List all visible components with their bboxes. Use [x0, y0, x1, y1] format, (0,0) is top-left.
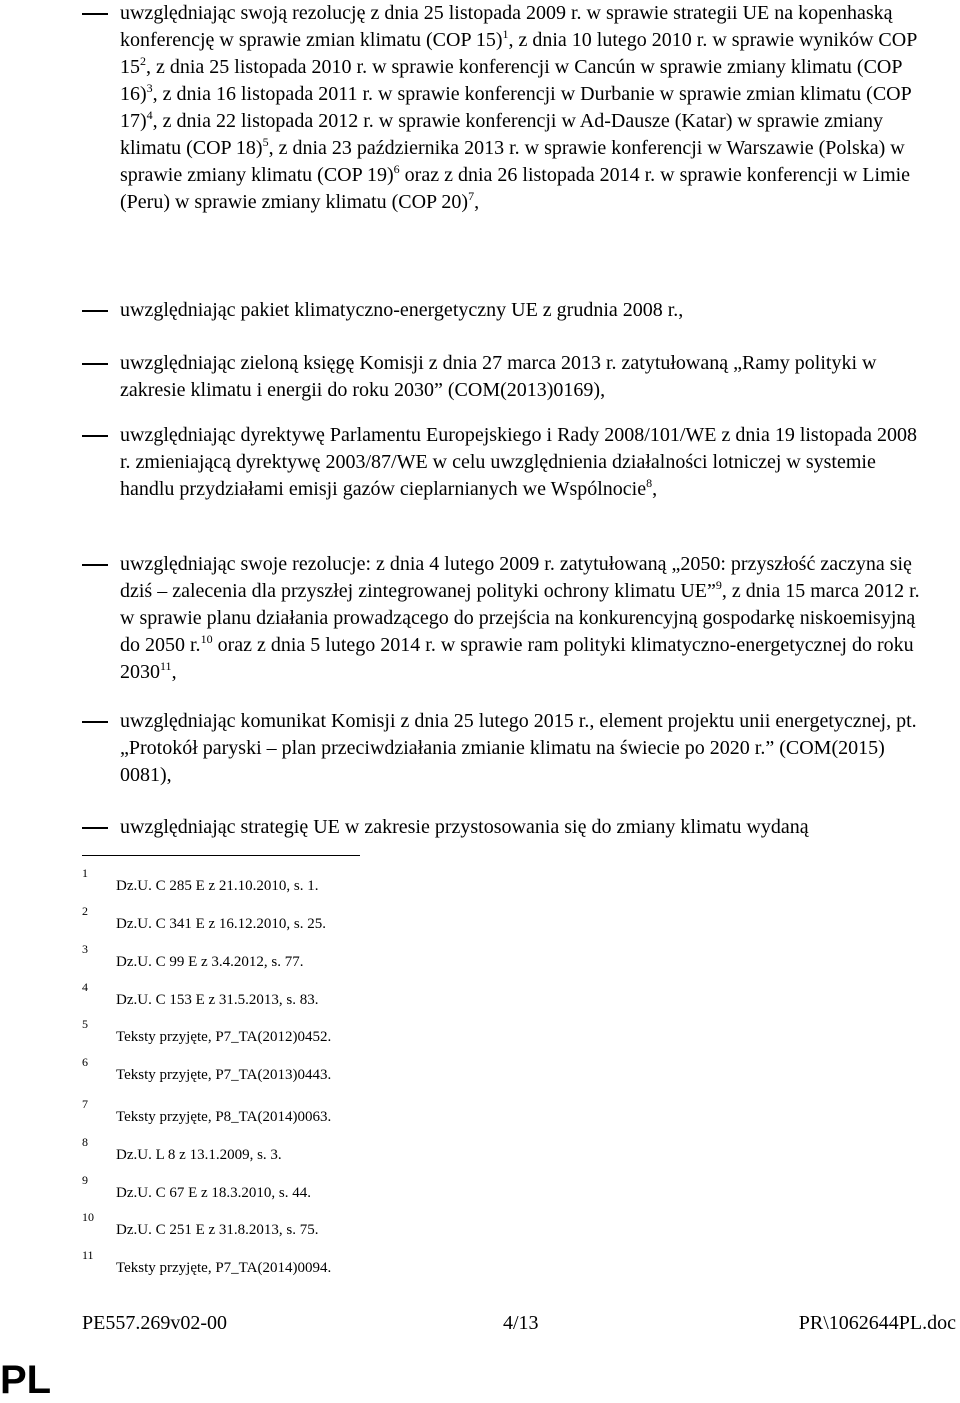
language-code: PL — [0, 1358, 52, 1402]
footnote-text: Teksty przyjęte, P8_TA(2014)0063. — [116, 1109, 332, 1125]
recital-text: , — [171, 661, 177, 683]
recital-text: uwzględniając komunikat Komisji z dnia 25 lutego 2015 r., element projektu unii energetycznej, pt. „Protokół paryski – plan przeciwdziałania zmianie klimatu na świecie po 2020 r.” (COM(2015) 0081), — [120, 710, 917, 786]
footnote-text: Dz.U. L 8 z 13.1.2009, s. 3. — [116, 1147, 282, 1163]
dash-bullet — [82, 435, 108, 437]
recital-text: oraz z dnia 26 listopada 2014 r. w sprawie konferencji w Limie (Peru) w sprawie zmiany klimatu (COP 20) — [120, 164, 911, 213]
recital-text: uwzględniając strategię UE w zakresie przystosowania się do zmiany klimatu wydaną — [120, 816, 809, 838]
footnote — [82, 1097, 782, 1131]
footnote — [82, 980, 782, 1014]
footnote-ref[interactable]: 8 — [646, 476, 653, 490]
recital — [120, 0, 932, 216]
recital — [120, 350, 932, 404]
footnote-number: 10 — [82, 1210, 94, 1224]
footnote — [82, 1017, 782, 1051]
footnote-ref[interactable]: 2 — [140, 54, 146, 68]
recital — [120, 708, 932, 789]
recital-text: , z dnia 23 października 2013 r. w sprawie konferencji w Warszawie (Polska) w sprawie zmiany klimatu (COP 19) — [120, 137, 905, 186]
footnote-number: 2 — [82, 904, 88, 918]
footer-page-number: 4/13 — [503, 1312, 539, 1334]
footer-file-name: PR\1062644PL.doc — [798, 1312, 956, 1334]
recital-text: uwzględniając swoje rezolucje: z dnia 4 lutego 2009 r. zatytułowaną „2050: przyszłość zaczyna się dziś – zalecenia dla przyszłej zintegrowanej polityki ochrony klimatu UE” — [120, 553, 912, 602]
footnote-ref[interactable]: 11 — [160, 659, 172, 673]
footnote-text: Teksty przyjęte, P7_TA(2014)0094. — [116, 1260, 332, 1276]
footnote-ref[interactable]: 4 — [146, 108, 153, 122]
dash-bullet — [82, 13, 108, 15]
dash-bullet — [82, 363, 108, 365]
footnote — [82, 1173, 782, 1207]
dash-bullet — [82, 827, 108, 829]
footnote-text: Dz.U. C 99 E z 3.4.2012, s. 77. — [116, 954, 304, 970]
footnote — [82, 904, 782, 938]
footnote-text: Teksty przyjęte, P7_TA(2012)0452. — [116, 1029, 332, 1045]
footnote-separator — [82, 855, 360, 856]
recital-text: uwzględniając pakiet klimatyczno-energetyczny UE z grudnia 2008 r., — [120, 299, 684, 321]
footnote — [82, 1135, 782, 1169]
recital-text: uwzględniając swoją rezolucję z dnia 25 listopada 2009 r. w sprawie strategii UE na kopenhaską konferencję w sprawie zmian klimatu (COP 15) — [120, 2, 893, 51]
dash-bullet — [82, 564, 108, 566]
recital-text: , z dnia 15 marca 2012 r. w sprawie planu działania prowadzącego do przejścia na konkurencyjną gospodarkę niskoemisyjną do 2050 r. — [120, 580, 920, 656]
footnote-ref[interactable]: 5 — [262, 135, 269, 149]
footnote — [82, 1248, 782, 1282]
footnote-text: Dz.U. C 153 E z 31.5.2013, s. 83. — [116, 992, 319, 1008]
recital-text: , — [474, 191, 480, 213]
footnote-number: 7 — [82, 1097, 88, 1111]
footnote-ref[interactable]: 9 — [715, 578, 722, 592]
footnote-text: Dz.U. C 341 E z 16.12.2010, s. 25. — [116, 916, 326, 932]
recital-text: , — [652, 478, 658, 500]
recital-text: , z dnia 25 listopada 2010 r. w sprawie konferencji w Cancún w sprawie zmiany klimatu (COP 16) — [120, 56, 902, 105]
footnote-number: 4 — [82, 980, 88, 994]
dash-bullet — [82, 721, 108, 723]
footnote-number: 9 — [82, 1173, 88, 1187]
footnote-ref[interactable]: 1 — [502, 27, 509, 41]
recital-text: oraz z dnia 5 lutego 2014 r. w sprawie ram polityki klimatyczno-energetycznej do roku 2030 — [120, 634, 914, 683]
footnote-ref[interactable]: 7 — [468, 189, 475, 203]
recital — [120, 297, 932, 324]
recital-text: , z dnia 22 listopada 2012 r. w sprawie konferencji w Ad-Dausze (Katar) w sprawie zmiany klimatu (COP 18) — [120, 110, 883, 159]
footnote — [82, 942, 782, 976]
recital-text: uwzględniając zieloną księgę Komisji z dnia 27 marca 2013 r. zatytułowaną „Ramy polityki w zakresie klimatu i energii do roku 2030” (COM(2013)0169), — [120, 352, 877, 401]
footnote — [82, 1210, 782, 1244]
footnote-text: Dz.U. C 285 E z 21.10.2010, s. 1. — [116, 878, 319, 894]
footnote-ref[interactable]: 3 — [146, 81, 153, 95]
footnote-number: 1 — [82, 866, 88, 880]
footnote — [82, 866, 782, 900]
recital — [120, 422, 932, 503]
footnote-number: 11 — [82, 1248, 94, 1262]
footnote-text: Dz.U. C 251 E z 31.8.2013, s. 75. — [116, 1222, 319, 1238]
footnote-number: 5 — [82, 1017, 88, 1031]
footer-doc-ref: PE557.269v02-00 — [82, 1312, 227, 1334]
recital — [120, 551, 932, 686]
recital-text: uwzględniając dyrektywę Parlamentu Europejskiego i Rady 2008/101/WE z dnia 19 listopada 2008 r. zmieniającą dyrektywę 2003/87/WE w celu uwzględnienia działalności lotniczej w systemie handlu przydziałami emisji gazów cieplarnianych we Wspólnocie — [120, 424, 918, 500]
recital — [120, 814, 932, 841]
footnote — [82, 1055, 782, 1089]
recital-text: , z dnia 16 listopada 2011 r. w sprawie konferencji w Durbanie w sprawie zmian klimatu (COP 17) — [120, 83, 912, 132]
footnote-number: 8 — [82, 1135, 88, 1149]
footnote-number: 3 — [82, 942, 88, 956]
footnote-text: Teksty przyjęte, P7_TA(2013)0443. — [116, 1067, 332, 1083]
footnote-text: Dz.U. C 67 E z 18.3.2010, s. 44. — [116, 1185, 311, 1201]
dash-bullet — [82, 310, 108, 312]
footnote-ref[interactable]: 10 — [200, 632, 213, 646]
recital-text: , z dnia 10 lutego 2010 r. w sprawie wyników COP 15 — [120, 29, 917, 78]
footnote-number: 6 — [82, 1055, 88, 1069]
footnote-ref[interactable]: 6 — [393, 162, 400, 176]
